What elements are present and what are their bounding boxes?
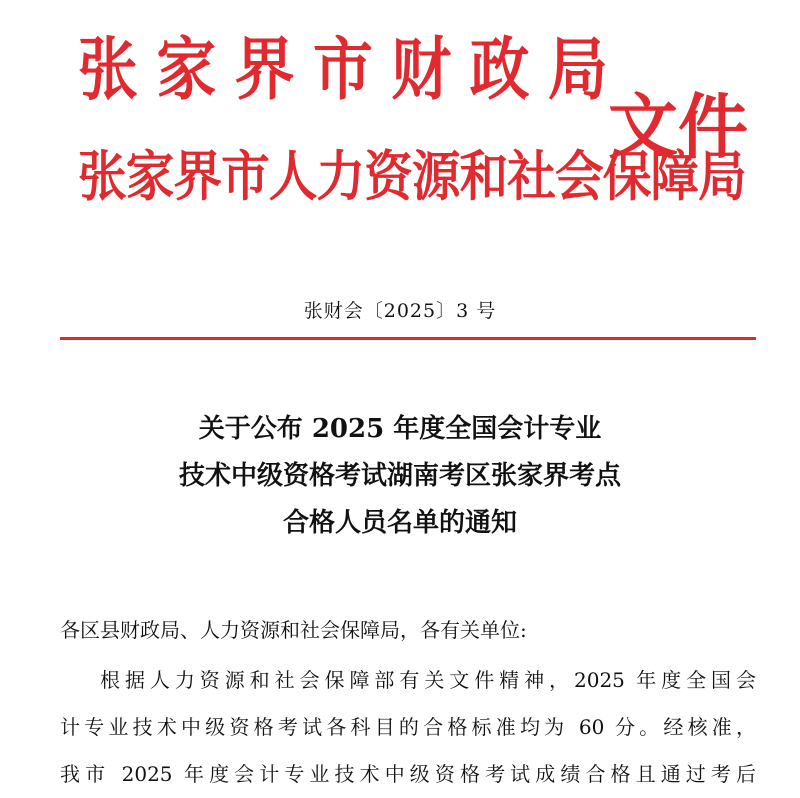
body-paragraph	[60, 657, 756, 798]
document-number: 张财会〔2025〕3 号	[303, 300, 497, 322]
body-line-3: 我市 2025 年度会计专业技术中级资格考试成绩合格且通过考后	[60, 762, 756, 786]
body-line-1: 根据人力资源和社会保障部有关文件精神，2025 年度全国会	[100, 668, 756, 692]
title-line-1: 关于公布 2025 年度全国会计专业	[198, 414, 602, 444]
red-divider-line	[60, 337, 756, 340]
title-line-3: 合格人员名单的通知	[282, 508, 517, 538]
salutation: 各区县财政局、人力资源和社会保障局，各有关单位:	[60, 618, 527, 642]
document-header	[0, 0, 800, 240]
issuer-finance-bureau: 张家界市财政局	[78, 31, 627, 110]
issuer-hr-social-security-bureau: 张家界市人力资源和社会保障局	[78, 145, 746, 208]
body-line-2: 计专业技术中级资格考试各科目的合格标准均为 60 分。经核准，	[60, 715, 756, 739]
title-line-2: 技术中级资格考试湖南考区张家界考点	[178, 461, 621, 491]
document-type-label: 文件	[608, 86, 748, 168]
notice-title	[0, 406, 800, 547]
